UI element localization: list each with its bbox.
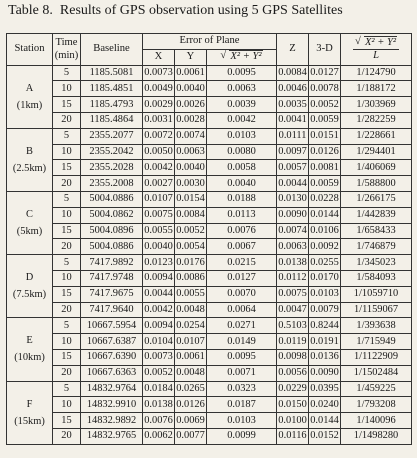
time-cell: 15 [53, 286, 81, 302]
time-cell: 5 [53, 381, 81, 397]
table-row [7, 365, 412, 381]
baseline-cell: 1185.4864 [81, 112, 143, 128]
3d-cell: 0.0090 [309, 365, 341, 381]
table-row [7, 270, 412, 286]
y-cell: 0.0028 [175, 112, 207, 128]
header-3d: 3-D [309, 34, 341, 66]
time-cell: 5 [53, 255, 81, 271]
time-cell: 10 [53, 207, 81, 223]
x-cell: 0.0123 [143, 255, 175, 271]
y-cell: 0.0254 [175, 318, 207, 334]
ratio-fraction [353, 37, 399, 62]
y-cell: 0.0069 [175, 413, 207, 429]
table-row [7, 207, 412, 223]
z-cell: 0.0035 [277, 97, 309, 113]
ratio-cell: 1/658433 [341, 223, 412, 239]
plane-error-cell: 0.0058 [207, 160, 277, 176]
z-cell: 0.0041 [277, 112, 309, 128]
baseline-cell: 2355.2077 [81, 128, 143, 144]
y-cell: 0.0061 [175, 65, 207, 81]
ratio-cell: 1/393638 [341, 318, 412, 334]
time-cell: 20 [53, 428, 81, 444]
ratio-denominator: L [373, 49, 379, 61]
ratio-cell: 1/266175 [341, 191, 412, 207]
time-cell: 20 [53, 239, 81, 255]
z-cell: 0.0116 [277, 428, 309, 444]
baseline-cell: 2355.2042 [81, 144, 143, 160]
station-cell [7, 318, 53, 381]
y-cell: 0.0040 [175, 81, 207, 97]
table-row [7, 223, 412, 239]
table-row [7, 81, 412, 97]
x-cell: 0.0104 [143, 334, 175, 350]
x-cell: 0.0107 [143, 191, 175, 207]
z-cell: 0.0084 [277, 65, 309, 81]
z-cell: 0.0063 [277, 239, 309, 255]
plane-error-cell: 0.0076 [207, 223, 277, 239]
table-row [7, 144, 412, 160]
3d-cell: 0.8244 [309, 318, 341, 334]
y-cell: 0.0086 [175, 270, 207, 286]
time-cell: 10 [53, 334, 81, 350]
x-cell: 0.0031 [143, 112, 175, 128]
ratio-cell: 1/188172 [341, 81, 412, 97]
z-cell: 0.0056 [277, 365, 309, 381]
table-row [7, 97, 412, 113]
header-error-of-plane: Error of Plane [143, 34, 277, 50]
3d-cell: 0.0127 [309, 65, 341, 81]
plane-error-cell: 0.0042 [207, 112, 277, 128]
time-cell: 5 [53, 65, 81, 81]
x-cell: 0.0184 [143, 381, 175, 397]
header-sqrt [207, 49, 277, 65]
header-station: Station [7, 34, 53, 66]
sqrt-expression: X² + Y² [230, 51, 262, 63]
x-cell: 0.0050 [143, 144, 175, 160]
time-cell: 5 [53, 128, 81, 144]
3d-cell: 0.0136 [309, 349, 341, 365]
baseline-cell: 1185.4851 [81, 81, 143, 97]
table-row [7, 397, 412, 413]
x-cell: 0.0094 [143, 270, 175, 286]
ratio-cell: 1/228661 [341, 128, 412, 144]
x-cell: 0.0138 [143, 397, 175, 413]
3d-cell: 0.0151 [309, 128, 341, 144]
x-cell: 0.0029 [143, 97, 175, 113]
z-cell: 0.0090 [277, 207, 309, 223]
time-cell: 15 [53, 160, 81, 176]
header-y: Y [175, 49, 207, 65]
table-row [7, 191, 412, 207]
table-row [7, 381, 412, 397]
ratio-cell: 1/140096 [341, 413, 412, 429]
y-cell: 0.0055 [175, 286, 207, 302]
time-cell: 20 [53, 302, 81, 318]
table-row [7, 239, 412, 255]
time-cell: 10 [53, 144, 81, 160]
3d-cell: 0.0059 [309, 176, 341, 192]
baseline-cell: 14832.9765 [81, 428, 143, 444]
x-cell: 0.0075 [143, 207, 175, 223]
station-distance: (5km) [16, 226, 43, 238]
3d-cell: 0.0255 [309, 255, 341, 271]
plane-error-cell: 0.0149 [207, 334, 277, 350]
time-cell: 20 [53, 365, 81, 381]
plane-error-cell: 0.0040 [207, 176, 277, 192]
plane-error-cell: 0.0039 [207, 97, 277, 113]
baseline-cell: 1185.5081 [81, 65, 143, 81]
z-cell: 0.0138 [277, 255, 309, 271]
station-distance: (2.5km) [12, 162, 47, 174]
ratio-cell: 1/715949 [341, 334, 412, 350]
ratio-cell: 1/746879 [341, 239, 412, 255]
baseline-cell: 10667.6387 [81, 334, 143, 350]
3d-cell: 0.0106 [309, 223, 341, 239]
z-cell: 0.0100 [277, 413, 309, 429]
time-cell: 15 [53, 97, 81, 113]
caption-text: Results of GPS observation using 5 GPS Satellites [59, 3, 343, 18]
plane-error-cell: 0.0095 [207, 349, 277, 365]
header-x: X [143, 49, 175, 65]
y-cell: 0.0040 [175, 160, 207, 176]
z-cell: 0.0229 [277, 381, 309, 397]
station-name: B [26, 145, 33, 157]
station-distance: (10km) [14, 352, 45, 364]
plane-error-cell: 0.0099 [207, 428, 277, 444]
z-cell: 0.0047 [277, 302, 309, 318]
header-time [53, 34, 81, 66]
x-cell: 0.0042 [143, 302, 175, 318]
z-cell: 0.0098 [277, 349, 309, 365]
y-cell: 0.0154 [175, 191, 207, 207]
station-name: C [26, 209, 33, 221]
y-cell: 0.0265 [175, 381, 207, 397]
plane-error-cell: 0.0064 [207, 302, 277, 318]
plane-error-cell: 0.0271 [207, 318, 277, 334]
z-cell: 0.0150 [277, 397, 309, 413]
3d-cell: 0.0103 [309, 286, 341, 302]
x-cell: 0.0052 [143, 365, 175, 381]
station-name: D [25, 272, 34, 284]
baseline-cell: 7417.9675 [81, 286, 143, 302]
station-cell [7, 128, 53, 191]
y-cell: 0.0084 [175, 207, 207, 223]
3d-cell: 0.0144 [309, 413, 341, 429]
time-cell: 10 [53, 397, 81, 413]
time-cell: 5 [53, 191, 81, 207]
ratio-cell: 1/303969 [341, 97, 412, 113]
y-cell: 0.0176 [175, 255, 207, 271]
table-row [7, 413, 412, 429]
baseline-cell: 5004.0862 [81, 207, 143, 223]
table-row [7, 176, 412, 192]
baseline-cell: 10667.6363 [81, 365, 143, 381]
table-caption [8, 3, 343, 19]
table-row [7, 302, 412, 318]
plane-error-cell: 0.0103 [207, 128, 277, 144]
baseline-cell: 7417.9640 [81, 302, 143, 318]
z-cell: 0.0112 [277, 270, 309, 286]
y-cell: 0.0048 [175, 302, 207, 318]
ratio-numerator: X² + Y² [364, 36, 397, 48]
ratio-cell: 1/442839 [341, 207, 412, 223]
ratio-cell: 1/588800 [341, 176, 412, 192]
station-distance: (15km) [14, 415, 45, 427]
3d-cell: 0.0059 [309, 112, 341, 128]
station-cell [7, 381, 53, 444]
ratio-cell: 1/793208 [341, 397, 412, 413]
x-cell: 0.0040 [143, 239, 175, 255]
z-cell: 0.0119 [277, 334, 309, 350]
station-cell [7, 191, 53, 254]
ratio-cell: 1/1122909 [341, 349, 412, 365]
baseline-cell: 5004.0896 [81, 223, 143, 239]
header-ratio [341, 34, 412, 66]
z-cell: 0.0097 [277, 144, 309, 160]
baseline-cell: 2355.2028 [81, 160, 143, 176]
ratio-cell: 1/124790 [341, 65, 412, 81]
plane-error-cell: 0.0103 [207, 413, 277, 429]
baseline-cell: 5004.0886 [81, 191, 143, 207]
plane-error-cell: 0.0127 [207, 270, 277, 286]
ratio-cell: 1/294401 [341, 144, 412, 160]
3d-cell: 0.0170 [309, 270, 341, 286]
x-cell: 0.0072 [143, 128, 175, 144]
time-cell: 20 [53, 176, 81, 192]
baseline-cell: 14832.9910 [81, 397, 143, 413]
plane-error-cell: 0.0187 [207, 397, 277, 413]
3d-cell: 0.0092 [309, 239, 341, 255]
station-cell [7, 65, 53, 128]
ratio-cell: 1/459225 [341, 381, 412, 397]
plane-error-cell: 0.0188 [207, 191, 277, 207]
header-time-unit: (min) [54, 50, 79, 62]
time-cell: 15 [53, 223, 81, 239]
y-cell: 0.0054 [175, 239, 207, 255]
table-row [7, 286, 412, 302]
y-cell: 0.0030 [175, 176, 207, 192]
3d-cell: 0.0126 [309, 144, 341, 160]
plane-error-cell: 0.0067 [207, 239, 277, 255]
x-cell: 0.0062 [143, 428, 175, 444]
ratio-cell: 1/1498280 [341, 428, 412, 444]
header-baseline: Baseline [81, 34, 143, 66]
3d-cell: 0.0078 [309, 81, 341, 97]
ratio-cell: 1/406069 [341, 160, 412, 176]
station-name: E [26, 335, 33, 347]
y-cell: 0.0077 [175, 428, 207, 444]
baseline-cell: 10667.5954 [81, 318, 143, 334]
z-cell: 0.0130 [277, 191, 309, 207]
baseline-cell: 5004.0886 [81, 239, 143, 255]
y-cell: 0.0061 [175, 349, 207, 365]
3d-cell: 0.0081 [309, 160, 341, 176]
ratio-cell: 1/1059710 [341, 286, 412, 302]
z-cell: 0.0057 [277, 160, 309, 176]
plane-error-cell: 0.0095 [207, 65, 277, 81]
baseline-cell: 10667.6390 [81, 349, 143, 365]
time-cell: 10 [53, 81, 81, 97]
table-body [7, 65, 412, 444]
3d-cell: 0.0052 [309, 97, 341, 113]
y-cell: 0.0074 [175, 128, 207, 144]
3d-cell: 0.0079 [309, 302, 341, 318]
x-cell: 0.0073 [143, 349, 175, 365]
table-row [7, 318, 412, 334]
x-cell: 0.0049 [143, 81, 175, 97]
z-cell: 0.0074 [277, 223, 309, 239]
table-row [7, 428, 412, 444]
ratio-cell: 1/584093 [341, 270, 412, 286]
z-cell: 0.0111 [277, 128, 309, 144]
caption-label: Table 8. [8, 3, 53, 18]
x-cell: 0.0027 [143, 176, 175, 192]
baseline-cell: 14832.9764 [81, 381, 143, 397]
plane-error-cell: 0.0071 [207, 365, 277, 381]
3d-cell: 0.0144 [309, 207, 341, 223]
baseline-cell: 14832.9892 [81, 413, 143, 429]
baseline-cell: 7417.9748 [81, 270, 143, 286]
station-cell [7, 255, 53, 318]
3d-cell: 0.0395 [309, 381, 341, 397]
y-cell: 0.0048 [175, 365, 207, 381]
time-cell: 10 [53, 270, 81, 286]
z-cell: 0.0075 [277, 286, 309, 302]
3d-cell: 0.0152 [309, 428, 341, 444]
station-distance: (1km) [16, 99, 43, 111]
ratio-cell: 1/1159067 [341, 302, 412, 318]
header-time-label: Time [55, 37, 78, 49]
ratio-cell: 1/282259 [341, 112, 412, 128]
table-row [7, 65, 412, 81]
3d-cell: 0.0240 [309, 397, 341, 413]
x-cell: 0.0044 [143, 286, 175, 302]
table-row [7, 112, 412, 128]
y-cell: 0.0063 [175, 144, 207, 160]
x-cell: 0.0076 [143, 413, 175, 429]
ratio-cell: 1/345023 [341, 255, 412, 271]
station-name: A [25, 82, 34, 94]
y-cell: 0.0126 [175, 397, 207, 413]
table-row [7, 255, 412, 271]
y-cell: 0.0052 [175, 223, 207, 239]
time-cell: 15 [53, 349, 81, 365]
plane-error-cell: 0.0070 [207, 286, 277, 302]
ratio-cell: 1/1502484 [341, 365, 412, 381]
time-cell: 5 [53, 318, 81, 334]
station-name: F [26, 398, 33, 410]
x-cell: 0.0055 [143, 223, 175, 239]
plane-error-cell: 0.0323 [207, 381, 277, 397]
y-cell: 0.0026 [175, 97, 207, 113]
table-row [7, 160, 412, 176]
3d-cell: 0.0228 [309, 191, 341, 207]
baseline-cell: 2355.2008 [81, 176, 143, 192]
z-cell: 0.5103 [277, 318, 309, 334]
plane-error-cell: 0.0063 [207, 81, 277, 97]
plane-error-cell: 0.0215 [207, 255, 277, 271]
y-cell: 0.0107 [175, 334, 207, 350]
x-cell: 0.0073 [143, 65, 175, 81]
plane-error-cell: 0.0080 [207, 144, 277, 160]
time-cell: 20 [53, 112, 81, 128]
x-cell: 0.0042 [143, 160, 175, 176]
gps-results-table [6, 33, 412, 445]
baseline-cell: 1185.4793 [81, 97, 143, 113]
time-cell: 15 [53, 413, 81, 429]
plane-error-cell: 0.0113 [207, 207, 277, 223]
baseline-cell: 7417.9892 [81, 255, 143, 271]
z-cell: 0.0046 [277, 81, 309, 97]
3d-cell: 0.0191 [309, 334, 341, 350]
header-z: Z [277, 34, 309, 66]
station-distance: (7.5km) [12, 289, 47, 301]
table-row [7, 128, 412, 144]
x-cell: 0.0094 [143, 318, 175, 334]
table-row [7, 334, 412, 350]
table-row [7, 349, 412, 365]
z-cell: 0.0044 [277, 176, 309, 192]
